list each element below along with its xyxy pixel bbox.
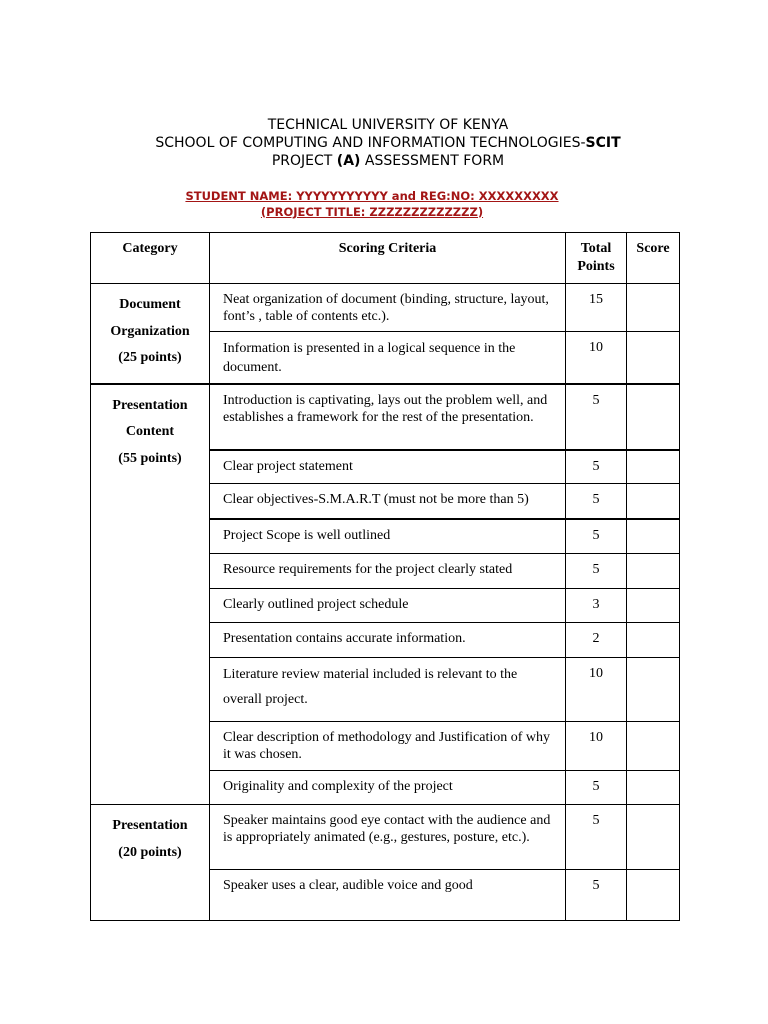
- points-cell: 10: [566, 332, 627, 384]
- criteria-cell: Presentation contains accurate information.: [210, 623, 566, 658]
- points-cell: 5: [566, 554, 627, 589]
- points-cell: 5: [566, 384, 627, 450]
- score-cell[interactable]: [627, 384, 680, 450]
- points-cell: 10: [566, 722, 627, 771]
- criteria-cell: Clearly outlined project schedule: [210, 589, 566, 623]
- criteria-cell: Originality and complexity of the project: [210, 771, 566, 805]
- criteria-cell: Resource requirements for the project clearly stated: [210, 554, 566, 589]
- points-cell: 5: [566, 771, 627, 805]
- points-cell: 3: [566, 589, 627, 623]
- table-row: [91, 384, 680, 450]
- points-cell: 5: [566, 870, 627, 921]
- score-cell[interactable]: [627, 722, 680, 771]
- category-document-organization: Document Organization (25 points): [91, 284, 210, 384]
- points-cell: 5: [566, 450, 627, 484]
- points-cell: 2: [566, 623, 627, 658]
- points-cell: 5: [566, 519, 627, 554]
- criteria-cell: Neat organization of document (binding, structure, layout, font’s , table of contents etc.).: [210, 284, 566, 332]
- header-criteria: Scoring Criteria: [210, 233, 566, 284]
- project-title: (PROJECT TITLE: ZZZZZZZZZZZZZ): [260, 204, 484, 219]
- criteria-cell: Clear objectives-S.M.A.R.T (must not be more than 5): [210, 484, 566, 519]
- score-cell[interactable]: [627, 771, 680, 805]
- table-row: [91, 805, 680, 870]
- score-cell[interactable]: [627, 554, 680, 589]
- criteria-cell: Literature review material included is relevant to the overall project.: [210, 658, 566, 722]
- score-cell[interactable]: [627, 450, 680, 484]
- header-category: Category: [91, 233, 210, 284]
- assessment-table: [90, 232, 680, 921]
- table-header-row: [91, 233, 680, 284]
- school-name: SCHOOL OF COMPUTING AND INFORMATION TECHNOLOGIES-SCIT: [155, 135, 621, 151]
- score-cell[interactable]: [627, 623, 680, 658]
- points-cell: 5: [566, 805, 627, 870]
- criteria-cell: Clear project statement: [210, 450, 566, 484]
- table-row: [91, 284, 680, 332]
- criteria-cell: Project Scope is well outlined: [210, 519, 566, 554]
- student-info: [0, 189, 744, 220]
- score-cell[interactable]: [627, 589, 680, 623]
- criteria-cell: Speaker maintains good eye contact with the audience and is appropriately animated (e.g., gestures, posture, etc.).: [210, 805, 566, 870]
- criteria-cell: Introduction is captivating, lays out the problem well, and establishes a framework for the rest of the presentation.: [210, 384, 566, 450]
- header-score: Score: [627, 233, 680, 284]
- student-name-reg: STUDENT NAME: YYYYYYYYYYY and REG:NO: XXXXXXXXX: [185, 189, 559, 203]
- score-cell[interactable]: [627, 284, 680, 332]
- criteria-cell: Clear description of methodology and Justification of why it was chosen.: [210, 722, 566, 771]
- form-header: [0, 116, 768, 170]
- criteria-cell: Information is presented in a logical sequence in the document.: [210, 332, 566, 384]
- points-cell: 10: [566, 658, 627, 722]
- score-cell[interactable]: [627, 519, 680, 554]
- university-name: TECHNICAL UNIVERSITY OF KENYA: [267, 117, 509, 133]
- form-title: PROJECT (A) ASSESSMENT FORM: [271, 153, 505, 169]
- score-cell[interactable]: [627, 332, 680, 384]
- points-cell: 5: [566, 484, 627, 519]
- criteria-cell: Speaker uses a clear, audible voice and good: [210, 870, 566, 921]
- score-cell[interactable]: [627, 805, 680, 870]
- category-presentation-content: Presentation Content (55 points): [91, 384, 210, 805]
- category-presentation: Presentation (20 points): [91, 805, 210, 921]
- score-cell[interactable]: [627, 484, 680, 519]
- points-cell: 15: [566, 284, 627, 332]
- score-cell[interactable]: [627, 658, 680, 722]
- header-total-points: Total Points: [566, 233, 627, 284]
- score-cell[interactable]: [627, 870, 680, 921]
